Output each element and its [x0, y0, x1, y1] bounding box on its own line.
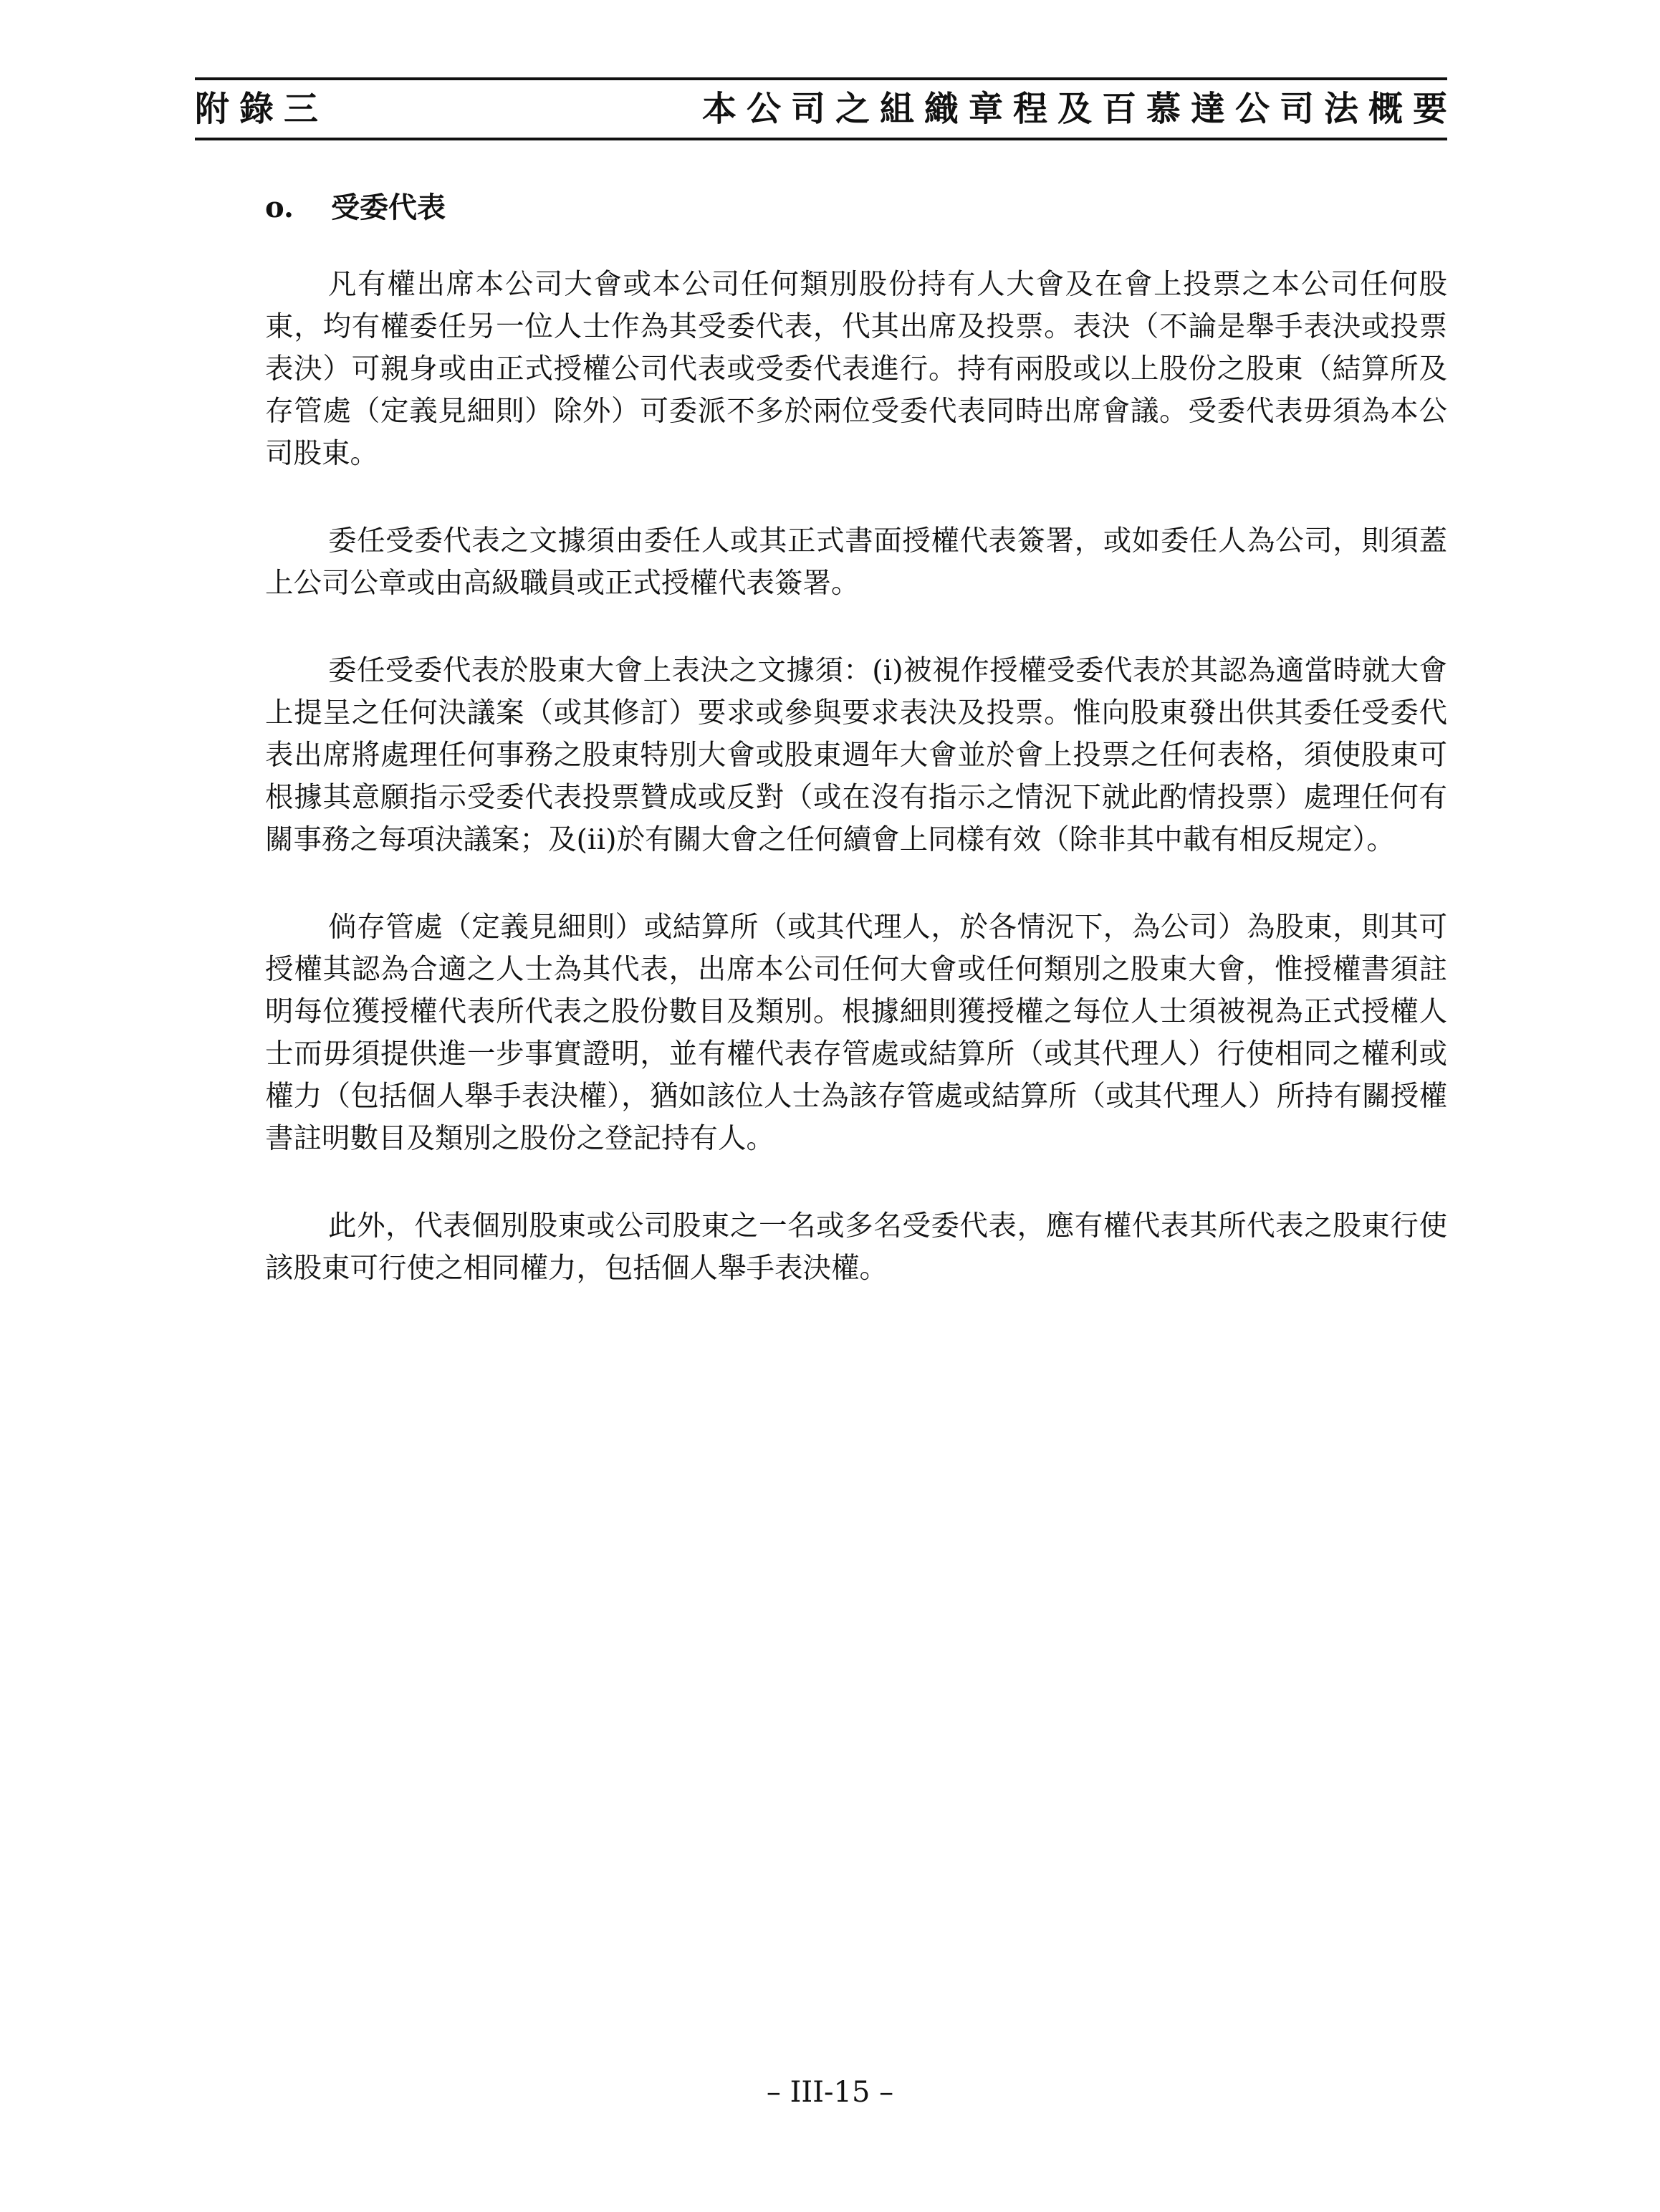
body-text	[265, 264, 1447, 1335]
paragraph-proxy-rights: 凡有權出席本公司大會或本公司任何類別股份持有人大會及在會上投票之本公司任何股東，均有權委任另一位人士作為其受委代表，代其出席及投票。表決（不論是舉手表決或投票表決）可親身或由正式授權公司代表或受委代表進行。持有兩股或以上股份之股東（結算所及存管處（定義見細則）除外）可委派不多於兩位受委代表同時出席會議。受委代表毋須為本公司股東。	[265, 268, 1447, 470]
paragraph-proxy-instrument: 委任受委代表於股東大會上表決之文據須：(i)被視作授權受委代表於其認為適當時就大會上提呈之任何決議案（或其修訂）要求或參與要求表決及投票。惟向股東發出供其委任受委代表出席將處理任何事務之股東特別大會或股東週年大會並於會上投票之任何表格，須使股東可根據其意願指示受委代表投票贊成或反對（或在沒有指示之情況下就此酌情投票）處理任何有關事務之每項決議案；及(ii)於有關大會之任何續會上同樣有效（除非其中載有相反規定）。	[265, 654, 1447, 856]
paragraph-proxy-powers: 此外，代表個別股東或公司股東之一名或多名受委代表，應有權代表其所代表之股東行使該股東可行使之相同權力，包括個人舉手表決權。	[265, 1210, 1447, 1285]
header-bottom-rule	[195, 138, 1447, 140]
paragraph-proxy-signature: 委任受委代表之文據須由委任人或其正式書面授權代表簽署，或如委任人為公司，則須蓋上公司公章或由高級職員或正式授權代表簽署。	[265, 525, 1447, 600]
section-title: 受委代表	[331, 191, 446, 224]
header-top-rule	[195, 77, 1447, 80]
appendix-title: 本公司之組織章程及百慕達公司法概要	[701, 89, 1457, 129]
appendix-label: 附錄三	[195, 89, 329, 129]
page-number: – III-15 –	[766, 2076, 894, 2109]
section-heading	[265, 188, 446, 228]
paragraph-clearing-house: 倘存管處（定義見細則）或結算所（或其代理人，於各情況下，為公司）為股東，則其可授權其認為合適之人士為其代表，出席本公司任何大會或任何類別之股東大會，惟授權書須註明每位獲授權代表所代表之股份數目及類別。根據細則獲授權之每位人士須被視為正式授權人士而毋須提供進一步事實證明，並有權代表存管處或結算所（或其代理人）行使相同之權利或權力（包括個人舉手表決權），猶如該位人士為該存管處或結算所（或其代理人）所持有關授權書註明數目及類別之股份之登記持有人。	[265, 911, 1447, 1155]
page-header	[195, 77, 1457, 142]
section-marker: o.	[265, 191, 294, 224]
